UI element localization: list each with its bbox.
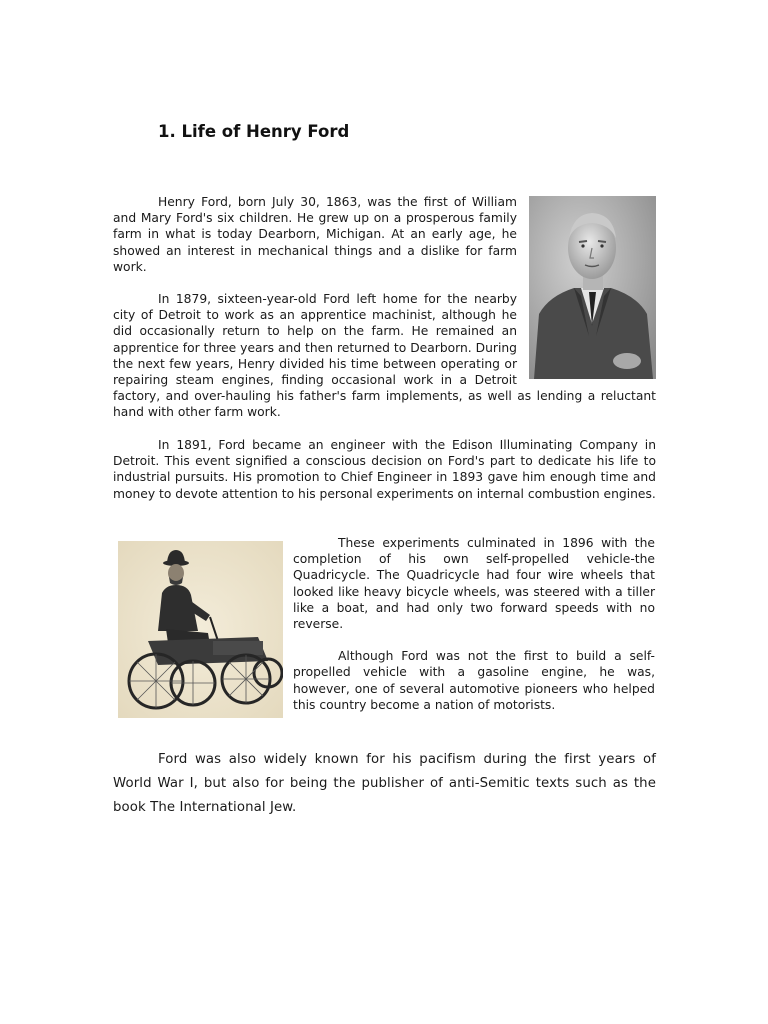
portrait-photo (529, 196, 656, 379)
document-title: 1. Life of Henry Ford (158, 122, 350, 141)
text-block-right (293, 535, 655, 713)
paragraph: Ford was also widely known for his pacifism during the first years of World War I, but also for being the publisher of anti-Semitic texts such as the book The International Jew. (113, 752, 656, 815)
quadricycle-image (118, 541, 283, 718)
paragraph: In 1891, Ford became an engineer with the Edison Illuminating Company in Detroit. This event signified a conscious decision on Ford's part to dedicate his life to industrial pursuits. His promotion to Chief Engineer in 1893 gave him enough time and money to devote attention to his personal experiments on internal combustion engines. (113, 438, 656, 501)
paragraph: Henry Ford, born July 30, 1863, was the first of William and Mary Ford's six children. He grew up on a prosperous family farm in what is today Dearborn, Michigan. At an early age, he showed an interest in mechanical things and a dislike for farm work. (113, 195, 517, 274)
paragraph: In 1879, sixteen-year-old Ford left home for the nearby city of Detroit to work as an apprentice machinist, although he did occasionally return to help on the farm. He remained an apprentice for three years and then returned to Dearborn. During the next few years, Henry divided his time between operating or repairing steam engines, finding occasional work in a Detroit factory, and over-hauling his father's farm implements, as well as lending a reluctant hand with other farm work. (113, 292, 656, 420)
portrait-image (529, 196, 656, 379)
quadricycle-photo (118, 541, 283, 718)
paragraph: Although Ford was not the first to build a self-propelled vehicle with a gasoline engine, he was, however, one of several automotive pioneers who helped this country become a nation of motorists. (293, 649, 655, 712)
paragraph: These experiments culminated in 1896 with the completion of his own self-propelled vehicle-the Quadricycle. The Quadricycle had four wire wheels that looked like heavy bicycle wheels, was steered with a tiller like a boat, and had only two forward speeds with no reverse. (293, 536, 655, 632)
text-block-top (113, 194, 656, 421)
